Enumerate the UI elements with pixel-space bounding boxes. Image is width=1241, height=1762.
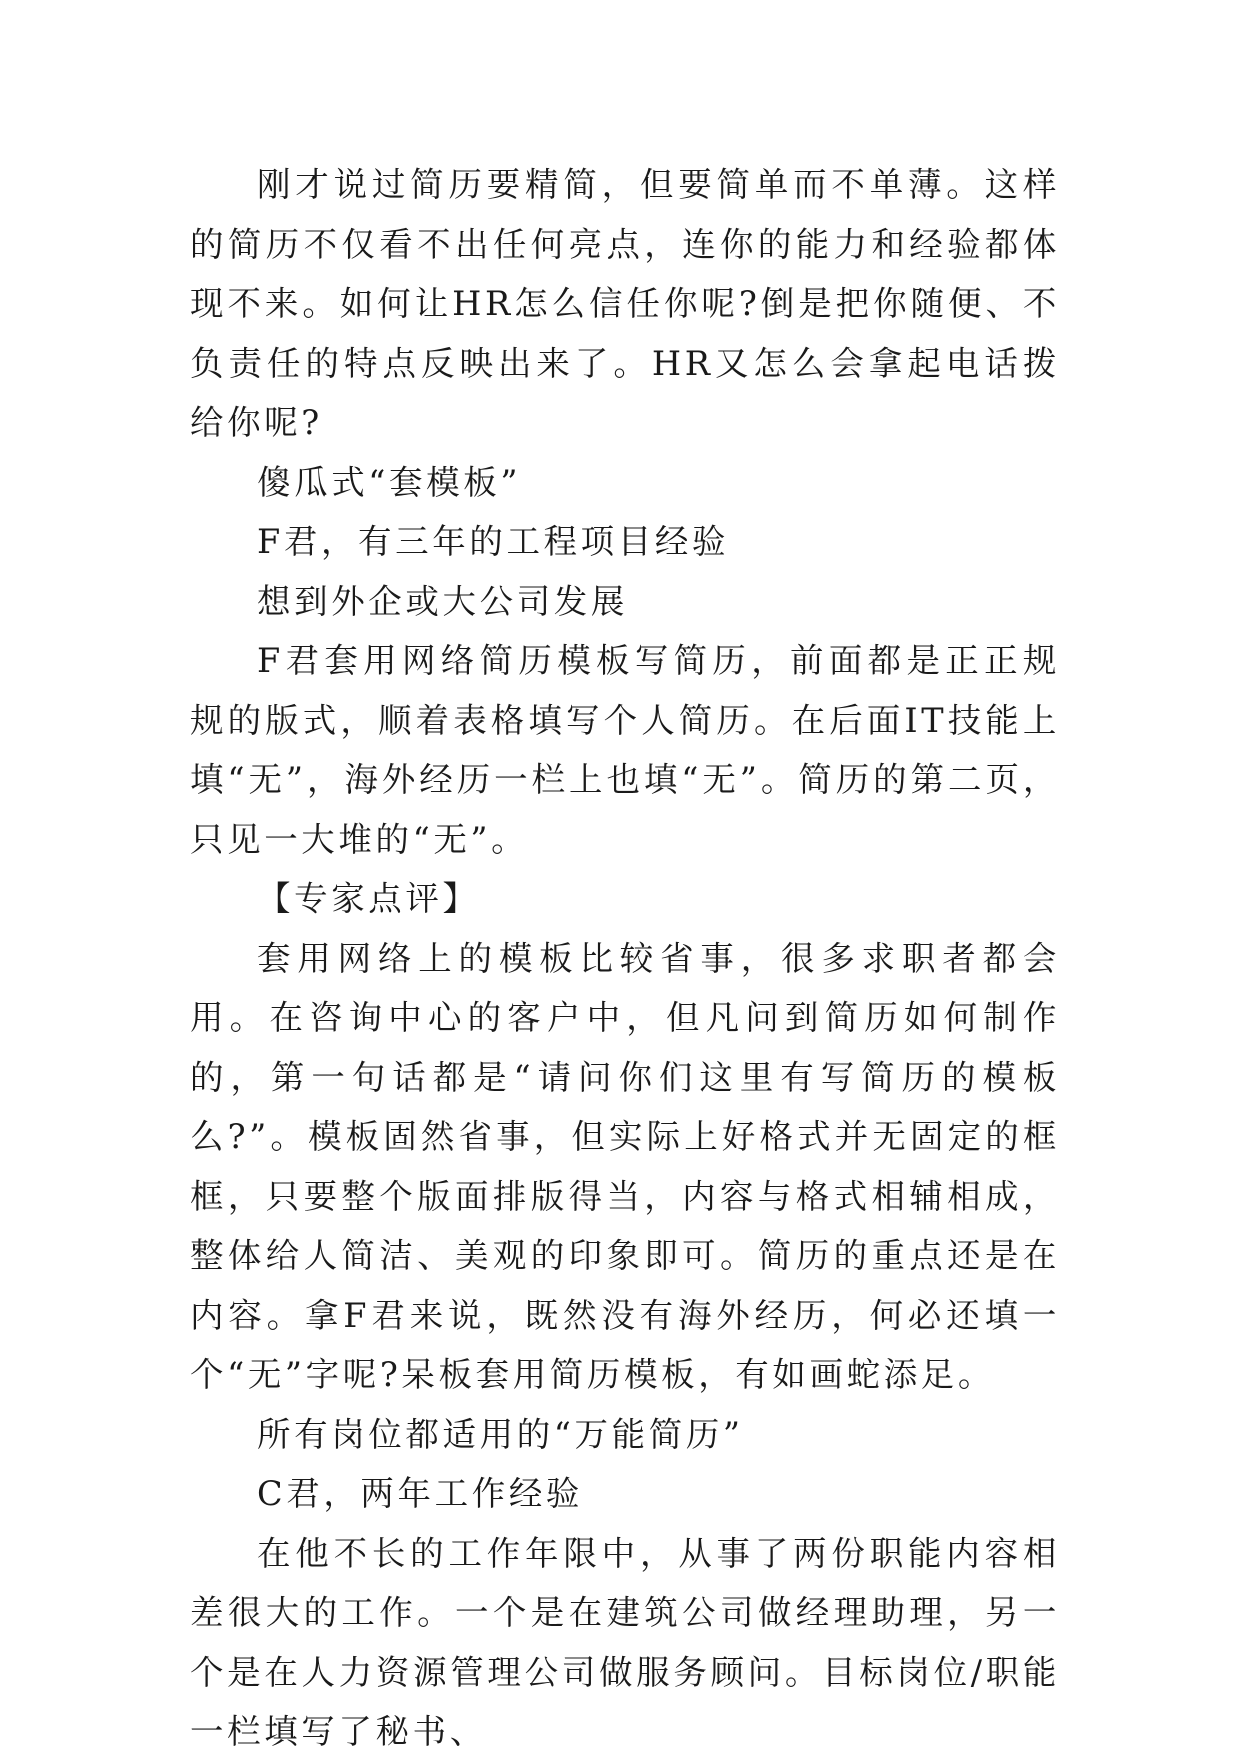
- subheading-template-fool: 傻瓜式“套模板”: [257, 462, 522, 502]
- paragraph-resume-too-thin: 刚才说过简历要精简，但要简单而不单薄。这样的简历不仅看不出任何亮点，连你的能力和经验都体现不来。如何让HR怎么信任你呢?倒是把你随便、不负责任的特点反映出来了。HR又怎么会拿起电话拨给你呢?: [190, 165, 1060, 442]
- document-body: [190, 155, 1060, 1762]
- subheading-expert-comment: 【专家点评】: [257, 879, 480, 918]
- case-f-goal: 想到外企或大公司发展: [257, 581, 628, 621]
- case-c-experience: C君，两年工作经验: [257, 1474, 584, 1513]
- subheading-universal-resume: 所有岗位都适用的“万能简历”: [257, 1414, 744, 1454]
- case-f-experience: F君，有三年的工程项目经验: [257, 522, 730, 561]
- paragraph-case-f-description: F君套用网络简历模板写简历，前面都是正正规规的版式，顺着表格填写个人简历。在后面IT技能上填“无”，海外经历一栏上也填“无”。简历的第二页，只见一大堆的“无”。: [190, 641, 1060, 859]
- paragraph-expert-comment: 套用网络上的模板比较省事，很多求职者都会用。在咨询中心的客户中，但凡问到简历如何制作的，第一句话都是“请问你们这里有写简历的模板么?”。模板固然省事，但实际上好格式并无固定的框框，只要整个版面排版得当，内容与格式相辅相成，整体给人简洁、美观的印象即可。简历的重点还是在内容。拿F君来说，既然没有海外经历，何必还填一个“无”字呢?呆板套用简历模板，有如画蛇添足。: [190, 938, 1060, 1394]
- paragraph-case-c-description: 在他不长的工作年限中，从事了两份职能内容相差很大的工作。一个是在建筑公司做经理助理，另一个是在人力资源管理公司做服务顾问。目标岗位/职能一栏填写了秘书、: [190, 1533, 1060, 1751]
